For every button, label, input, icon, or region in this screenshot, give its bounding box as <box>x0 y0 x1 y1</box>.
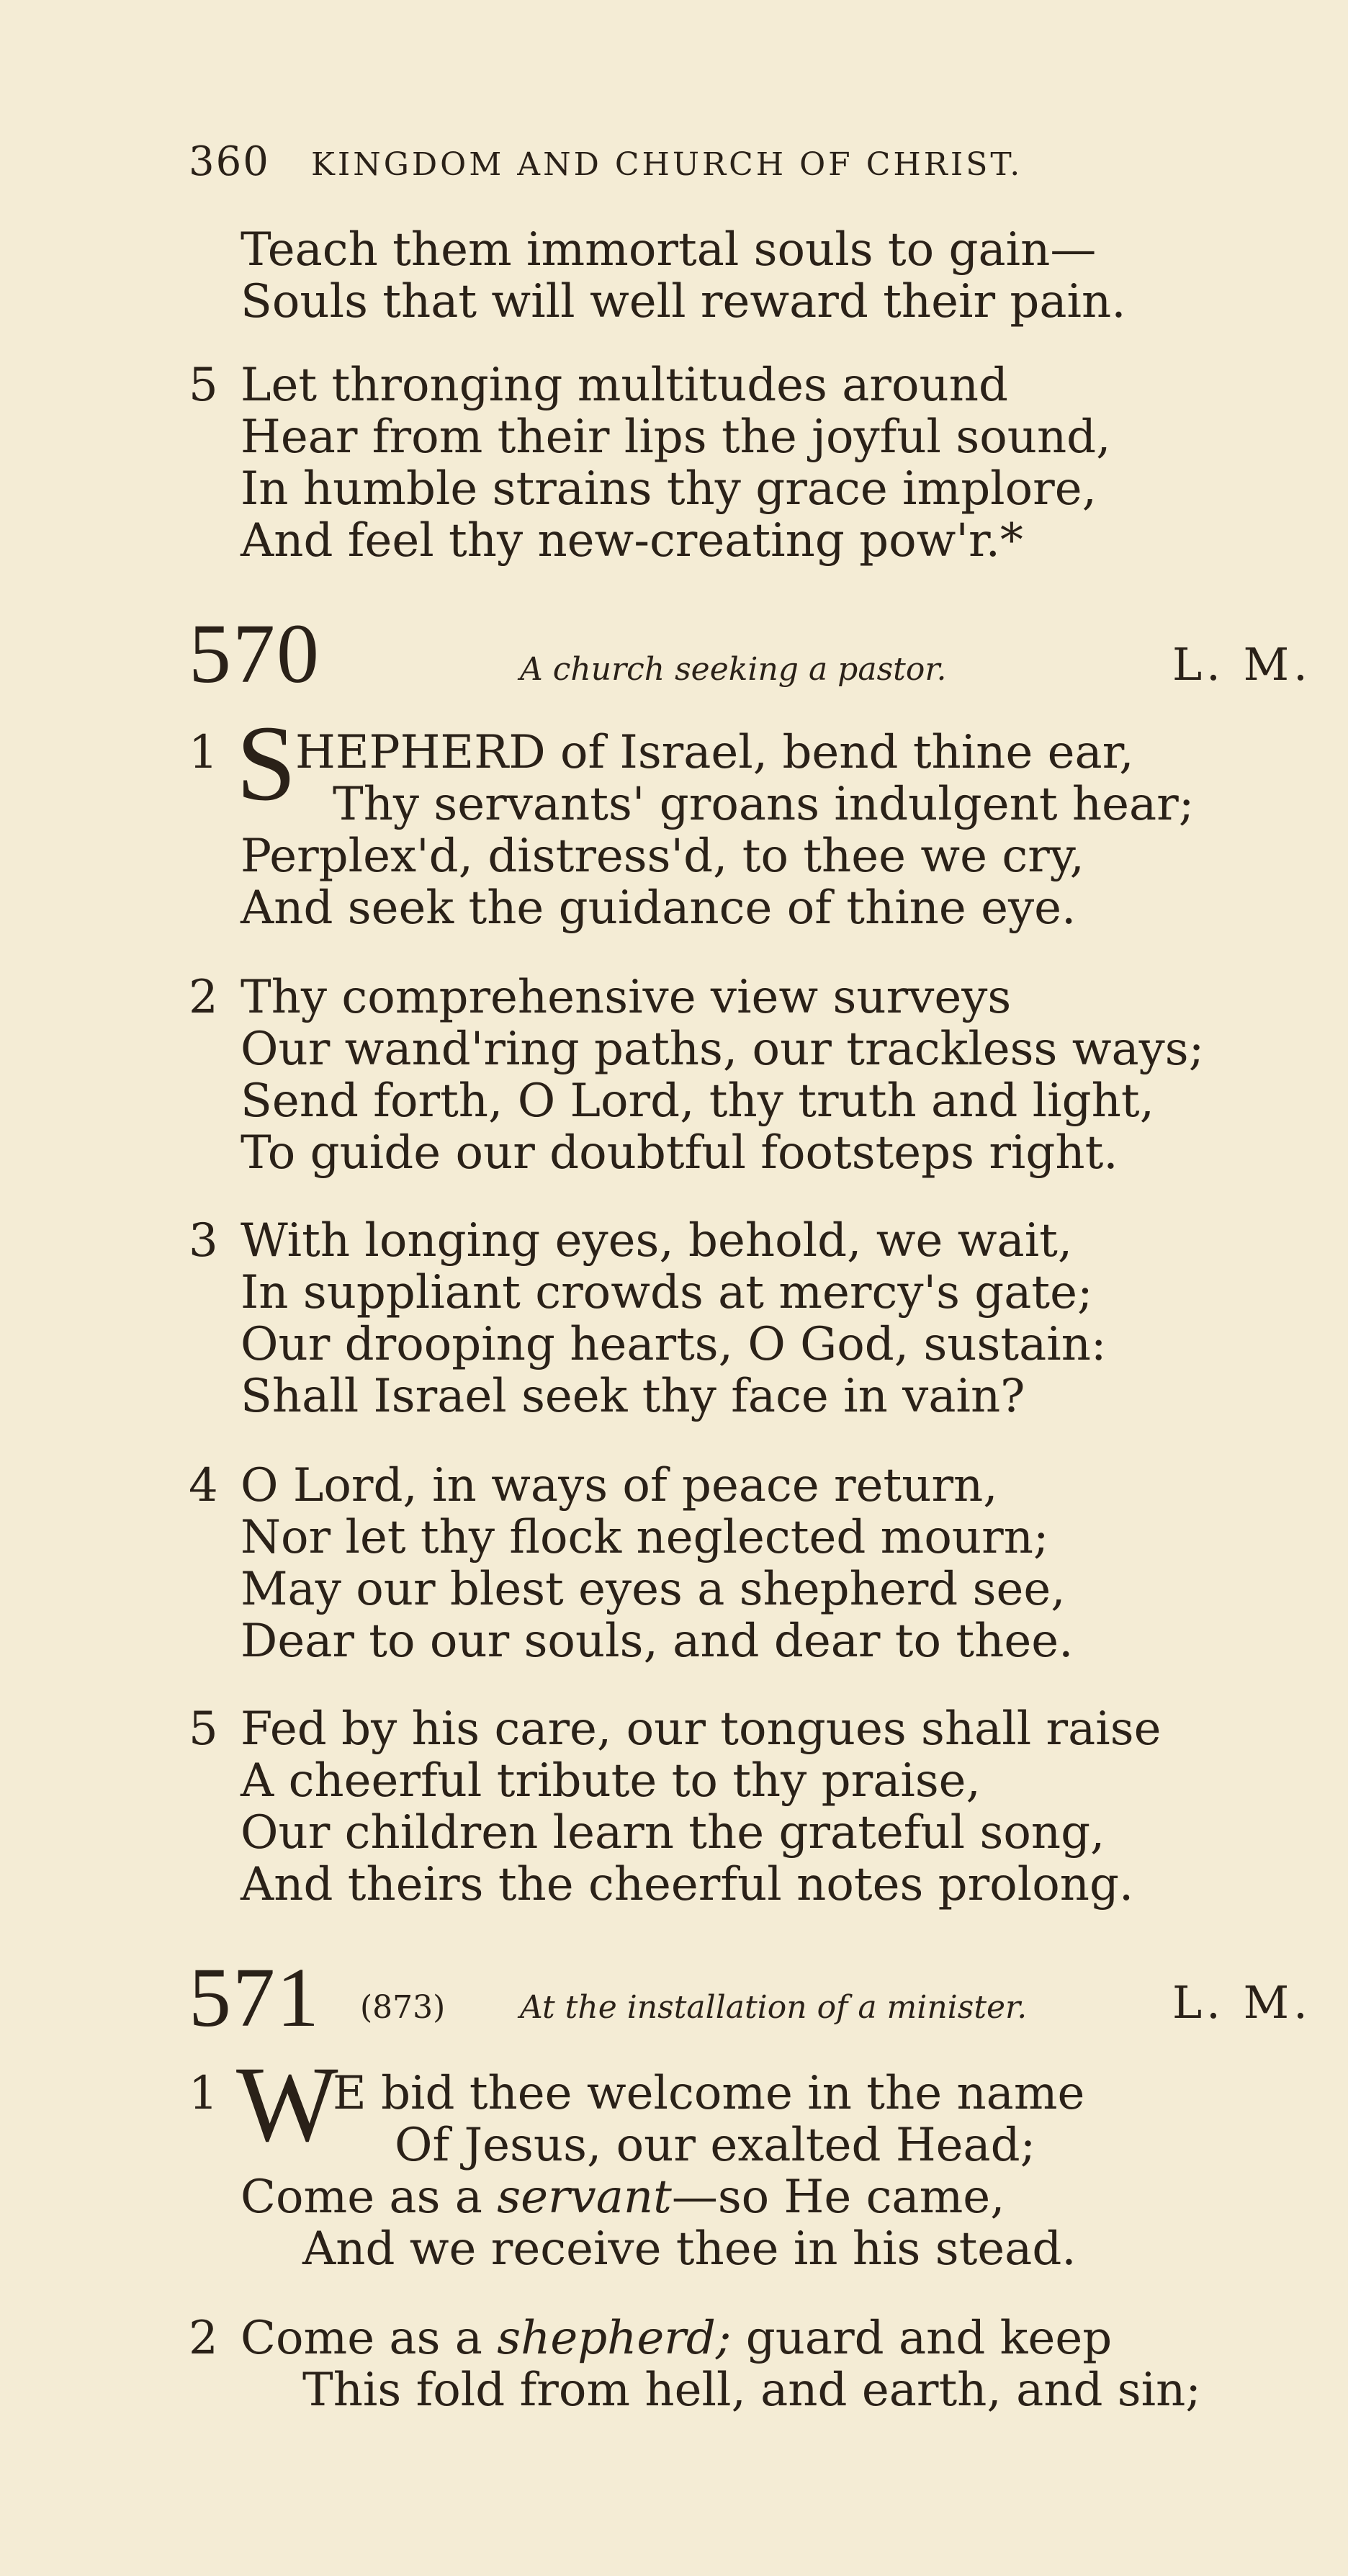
verse-line: Souls that will well reward their pain. <box>241 275 1126 328</box>
verse-emphasis: shepherd; <box>497 2312 732 2365</box>
verse-text: Come as a <box>241 2171 498 2224</box>
verse-text: guard and keep <box>731 2312 1113 2365</box>
verse-line: A cheerful tribute to thy praise, <box>241 1754 981 1808</box>
verse-line: And seek the guidance of thine eye. <box>241 881 1077 935</box>
verse-line: Our children learn the grateful song, <box>241 1806 1105 1859</box>
verse-text: —so He came, <box>671 2171 1005 2224</box>
verse-line: Send forth, O Lord, thy truth and light, <box>241 1074 1154 1128</box>
verse-emphasis: servant <box>497 2171 672 2224</box>
hymn-number: 570 <box>189 606 320 701</box>
verse-line: To guide our doubtful footsteps right. <box>241 1126 1118 1180</box>
page-number: 360 <box>189 138 270 185</box>
verse-line: Thy comprehensive view surveys <box>241 971 1012 1024</box>
verse-line: Thy servants' groans indulgent hear; <box>333 778 1195 831</box>
drop-capital: W <box>236 2045 338 2164</box>
verse-line: O Lord, in ways of peace return, <box>241 1459 998 1512</box>
stanza-number: 5 <box>189 1702 218 1756</box>
verse-line: With longing eyes, behold, we wait, <box>241 1214 1073 1267</box>
hymn-subtitle: A church seeking a pastor. <box>520 651 947 688</box>
stanza-number: 2 <box>189 971 218 1024</box>
verse-line: HEPHERD of Israel, bend thine ear, <box>295 726 1134 779</box>
stanza-number: 1 <box>189 2067 218 2120</box>
verse-line: Perplex'd, distress'd, to thee we cry, <box>241 830 1084 883</box>
running-header <box>189 138 1023 185</box>
verse-line: Nor let thy flock neglected mourn; <box>241 1511 1049 1564</box>
stanza-number: 4 <box>189 1459 218 1512</box>
verse-line: Our drooping hearts, O God, sustain: <box>241 1318 1107 1371</box>
verse-line: E bid thee welcome in the name <box>333 2067 1085 2120</box>
verse-line: Dear to our souls, and dear to thee. <box>241 1615 1074 1668</box>
verse-line: This fold from hell, and earth, and sin; <box>302 2364 1201 2417</box>
verse-line <box>241 2313 1112 2364</box>
stanza-number: 5 <box>189 359 218 412</box>
drop-capital: S <box>236 704 297 823</box>
hymn-subtitle: At the installation of a minister. <box>520 1989 1028 2026</box>
verse-line: In humble strains thy grace implore, <box>241 462 1097 516</box>
verse-line: Our wand'ring paths, our trackless ways; <box>241 1023 1205 1076</box>
verse-line: And feel thy new-creating pow'r.* <box>241 514 1023 567</box>
running-title: KINGDOM AND CHURCH OF CHRIST. <box>311 146 1023 183</box>
hymn-number: 571 <box>189 1950 320 2045</box>
stanza-number: 1 <box>189 726 218 779</box>
verse-line: Fed by his care, our tongues shall raise <box>241 1702 1161 1756</box>
verse-line: Shall Israel seek thy face in vain? <box>241 1370 1025 1423</box>
verse-line: Let thronging multitudes around <box>241 359 1008 412</box>
verse-line: Teach them immortal souls to gain— <box>241 223 1097 277</box>
meter-label: L. M. <box>1172 638 1312 691</box>
meter-label: L. M. <box>1172 1976 1312 2029</box>
verse-line: Of Jesus, our exalted Head; <box>395 2119 1036 2172</box>
stanza-number: 2 <box>189 2312 218 2365</box>
verse-text: Come as a <box>241 2312 498 2365</box>
verse-line <box>241 2172 1005 2222</box>
stanza-number: 3 <box>189 1214 218 1267</box>
verse-line: May our blest eyes a shepherd see, <box>241 1563 1066 1616</box>
verse-line: And we receive thee in his stead. <box>302 2222 1077 2276</box>
verse-line: Hear from their lips the joyful sound, <box>241 410 1111 464</box>
verse-line: In suppliant crowds at mercy's gate; <box>241 1266 1093 1319</box>
verse-line: And theirs the cheerful notes prolong. <box>241 1858 1134 1911</box>
hymn-reference: (873) <box>360 1989 446 2026</box>
